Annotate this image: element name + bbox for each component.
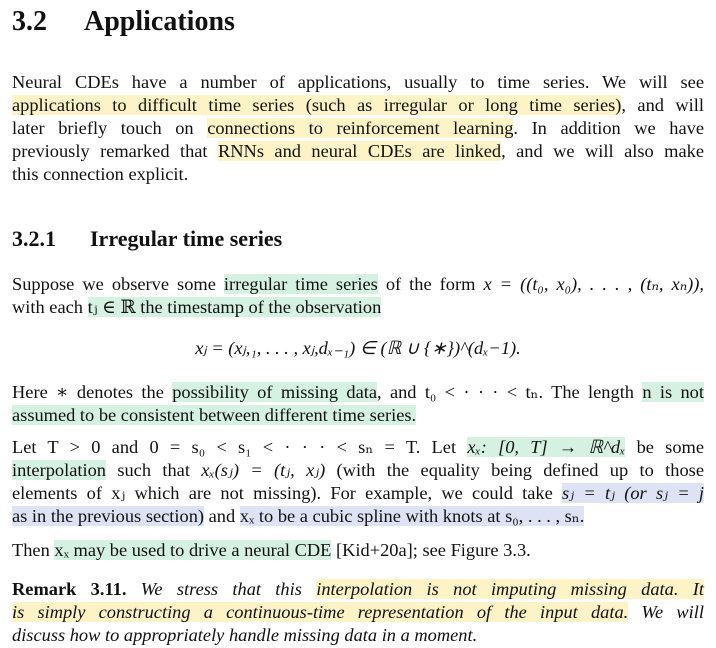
highlight-applications: applications to difficult time series (such as irregular or long time series) [12,95,622,115]
subsection-title: Irregular time series [90,226,283,251]
text: Suppose we observe some [12,274,224,294]
text: Here ∗ denotes the [12,382,173,402]
p1-line-2 [12,296,381,319]
highlight-sj: sⱼ = tⱼ (or sⱼ = j [562,483,704,503]
text: of the form [377,274,484,294]
highlight-rnns: RNNs and neural CDEs are linked [218,141,502,161]
text: We stress that this [126,579,317,599]
p2-line-2 [12,404,416,427]
intro-line-3 [12,117,704,140]
text: Let T > 0 and 0 = s₀ < s₁ < · · · < sₙ = T. Let [12,437,468,457]
intro-line-2 [12,94,704,117]
intro-line-5 [12,163,188,186]
intro-text: , and will [621,95,704,115]
remark-line-3 [12,624,477,647]
text: [Kid+20a]; see Figure 3.3. [331,540,531,560]
text: with each [12,297,88,317]
section-heading [12,6,235,38]
intro-text: later briefly touch on [12,118,208,138]
highlight-spline: xₓ to be a cubic spline with knots at s₀, . . . , sₙ. [239,506,585,526]
p2-line-1 [12,381,704,404]
highlight-consistent: assumed to be consistent between different time series. [12,405,417,425]
text: and [204,506,240,526]
text: We will [628,602,704,622]
text: such that [105,460,202,480]
highlight-timestamp: tⱼ ∈ ℝ the timestamp of the observation [87,297,382,317]
text: elements of xⱼ which are not missing). For example, we could take [12,483,563,503]
intro-line-1 [12,71,704,94]
highlight-interpolation: interpolation [12,460,106,480]
subsection-heading [12,226,282,252]
section-number: 3.2 [12,6,47,37]
intro-text: Neural CDEs have a number of applications, usually to time series. We will see [12,72,704,92]
intro-line-4 [12,140,704,163]
text: (with the equality being defined up to those [325,460,704,480]
p3-line-3 [12,482,704,505]
intro-text: , and we will also make [501,141,704,161]
highlight-continuous: is simply constructing a continuous-time representation of the input data. [12,602,629,622]
p4-line [12,539,531,562]
text: discuss how to appropriately handle missing data in a moment. [12,625,478,645]
text: Then [12,540,55,560]
math-x: x = ((t₀, x₀), . . . , (tₙ, xₙ)), [483,274,705,294]
highlight-imputing: interpolation is not imputing missing data. It [316,579,705,599]
highlight-interp-map: xₓ: [0, T] → ℝ^dₓ [467,437,626,457]
highlight-irregular: irregular time series [223,274,378,294]
highlight-missing: possibility of missing data [172,382,378,402]
text: be some [625,437,704,457]
highlight-drive: xₓ may be used to drive a neural CDE [54,540,332,560]
highlight-reinforcement: connections to reinforcement learning [207,118,514,138]
p1-line-1 [12,273,704,296]
p3-line-4 [12,505,584,528]
display-equation: xⱼ = (xⱼ,₁, . . . , xⱼ,dₓ₋₁) ∈ (ℝ ∪ {∗})^(dₓ−1). [195,338,521,358]
p3-line-1 [12,436,704,459]
remark-label: Remark 3.11. [12,579,127,599]
remark-line-1 [12,578,704,601]
intro-text: . In addition we have [513,118,704,138]
subsection-number: 3.2.1 [12,226,56,251]
intro-text: previously remarked that [12,141,218,161]
section-title: Applications [84,6,235,37]
highlight-previous: as in the previous section) [12,506,205,526]
text: , and t₀ < · · · < tₙ. The length [377,382,643,402]
intro-text: this connection explicit. [12,164,189,184]
remark-line-2 [12,601,704,624]
p3-line-2 [12,459,704,482]
text: xₓ(sⱼ) = (tⱼ, xⱼ) [201,460,326,480]
highlight-length: n is not [642,382,704,402]
